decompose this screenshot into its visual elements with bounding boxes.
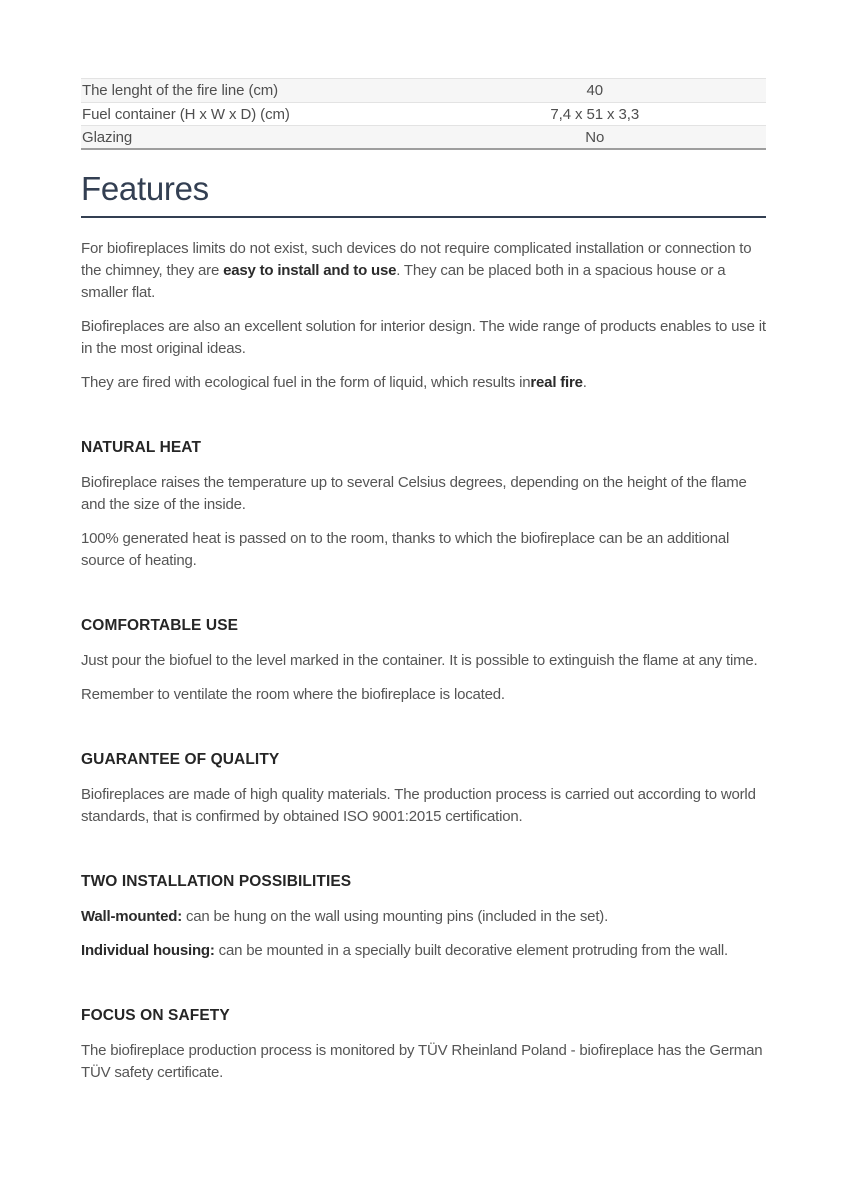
text: Biofireplaces are made of high quality materials. The production process is carried out according to world standards, that is confirmed by obtained ISO 9001:2015 certification.	[81, 786, 756, 825]
spec-table-row	[81, 125, 766, 148]
paragraph	[81, 1040, 766, 1084]
text: Remember to ventilate the room where the biofireplace is located.	[81, 686, 505, 703]
text: 100% generated heat is passed on to the room, thanks to which the biofireplace can be an additional source of heating.	[81, 530, 730, 569]
spec-label: The lenght of the fire line (cm)	[82, 82, 279, 99]
text: Biofireplace raises the temperature up to several Celsius degrees, depending on the height of the flame and the size of the inside.	[81, 474, 747, 513]
bold-text: Wall-mounted:	[81, 908, 182, 925]
spec-value: No	[585, 128, 605, 146]
bold-text: easy to install and to use	[223, 262, 397, 279]
text: can be mounted in a specially built decorative element protruding from the wall.	[214, 942, 728, 959]
features-intro	[81, 238, 766, 394]
section-heading: GUARANTEE OF QUALITY	[81, 751, 280, 768]
text: Just pour the biofuel to the level marked in the container. It is possible to extinguish the flame at any time.	[81, 652, 758, 669]
spec-table-row	[81, 102, 766, 125]
feature-section	[81, 873, 766, 962]
title-underline	[81, 216, 766, 218]
section-heading: COMFORTABLE USE	[81, 617, 239, 634]
spec-value: 40	[586, 82, 603, 99]
paragraph	[81, 528, 766, 572]
text: Biofireplaces are also an excellent solution for interior design. The wide range of products enables to use it in the most original ideas.	[81, 318, 766, 357]
bold-text: Individual housing:	[81, 942, 215, 959]
paragraph	[81, 784, 766, 828]
features-title: Features	[81, 170, 209, 207]
section-heading: FOCUS ON SAFETY	[81, 1007, 230, 1024]
text: The biofireplace production process is monitored by TÜV Rheinland Poland - biofireplace has the German TÜV safety certificate.	[81, 1042, 763, 1081]
text: For biofireplaces limits do not exist, such devices do not require complicated installation or connection to the chimney, they are	[81, 240, 752, 279]
section-heading: TWO INSTALLATION POSSIBILITIES	[81, 873, 352, 890]
paragraph	[81, 684, 766, 706]
spec-label: Glazing	[82, 128, 133, 146]
text: They are fired with ecological fuel in the form of liquid, which results in	[81, 374, 531, 391]
feature-section	[81, 617, 766, 706]
text: . They can be placed both in a spacious house or a smaller flat.	[81, 262, 726, 301]
section-heading: NATURAL HEAT	[81, 439, 202, 456]
text: .	[582, 374, 587, 391]
paragraph	[81, 238, 766, 304]
paragraph	[81, 650, 766, 672]
text: can be hung on the wall using mounting pins (included in the set).	[182, 908, 609, 925]
feature-section	[81, 439, 766, 572]
spec-table-row	[81, 79, 766, 102]
paragraph	[81, 940, 766, 962]
paragraph	[81, 316, 766, 360]
feature-section	[81, 751, 766, 828]
feature-sections	[81, 439, 766, 1084]
spec-table	[81, 78, 766, 150]
paragraph	[81, 472, 766, 516]
spec-value: 7,4 x 51 x 3,3	[550, 105, 640, 123]
paragraph	[81, 372, 766, 394]
spec-label: Fuel container (H x W x D) (cm)	[82, 105, 290, 123]
paragraph	[81, 906, 766, 928]
bold-text: real fire	[530, 374, 583, 391]
feature-section	[81, 1007, 766, 1084]
